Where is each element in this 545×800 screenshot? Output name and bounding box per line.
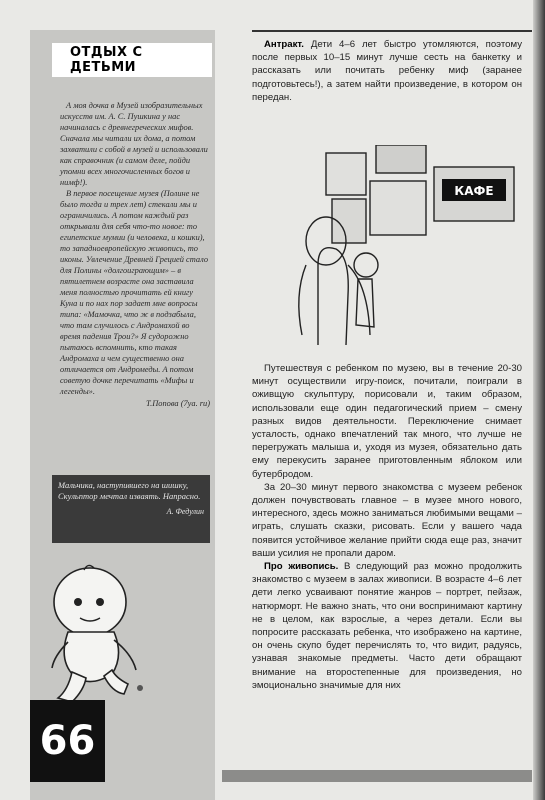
museum-illustration (258, 145, 528, 350)
section-header (52, 43, 212, 77)
body-paragraph: За 20–30 минут первого знакомства с музеем ребенок должен почувствовать главное – в музее много нового, интересного, здесь можно заниматься любимыми вещами – играть, слушать сказки, рисовать. Если у вашего чада появится устойчивое желание прийти сюда еще раз, значит ваши усилия не пропали даром. (252, 481, 522, 559)
painting-text: В следующий раз можно продолжить знакомство с музеем в залах живописи. В возрасте 4–6 лет дети легко усваивают понятие жанров – портрет, пейзаж, натюрморт. Не важно знать, что они воспринимают картину не в целом, как взрослые, а через детали. Если вы попросите рассказать ребенка, что изображено на картине, он очень скупо будет перечислять то, что видит, радуясь, узнавая знакомые предметы. Часто дети обращают внимание на второстепенные для произведения, но эмоционально значимые для них (252, 561, 522, 691)
intro-text: Дети 4–6 лет быстро утомляются, поэтому после первых 10–15 минут лучше сесть на банкетку и рассказать или почитать ребенку миф (заранее подготовьтесь!), а затем найти произведение, в котором он передан. (252, 39, 522, 103)
page-number-box (30, 700, 105, 782)
sidebar-quote-paragraph: В первое посещение музея (Полине не было тогда и трех лет) стекали мы и ограничились. А потом каждый раз открывали для себя что-то новое: то египетские мумии (и человека, и кошки), то западноевропейскую живопись, то иконы. Увлечение Древней Грецией стало для Полины «долгоиграющим» – в пятилетнем возрасте она заставила меня полностью прочитать ей книгу Куна и по нах пор задает мне вопросы типа: «Мамочка, что ж в подзабыла, что там случилось с Андромахой во время падения Трои?» Я судорожно пытаюсь вспомнить, кто такая Андромаха и чем существенно она отличается от Андромеды. А потом советую дочке перечитать «Мифы и легенды». (60, 189, 209, 396)
baby-illustration (28, 560, 168, 710)
sidebar-quote-paragraph: А моя дочка в Музей изобразительных искусств им. А. С. Пушкина у нас начиналась с древнегреческих мифов. Сначала мы читали их дома, а потом захватили с собой в музей и использовали как справочник (и самом деле, пойди упомни всех многочисленных богов и нимф!). (60, 101, 208, 187)
cafe-sign: КАФЕ (454, 184, 494, 198)
sidebar-quote (60, 100, 210, 409)
section-title: ОТДЫХ С ДЕТЬМИ (70, 45, 143, 75)
intro-lead: Антракт. (264, 39, 304, 50)
sidebar-quote-signature: Т.Попова (7уа. ru) (146, 399, 210, 408)
body-paragraph: Путешествуя с ребенком по музею, вы в течение 20-30 минут осуществили игру-поиск, почитали, поиграли в оживщую скульптуру, порисовали и, таким образом, использовали еще один педагогический прием – смену разных видов деятельности. Переключение снимает усталость, однако впечатлений так много, что лучше не перегружать малыша и, уходя из музея, обязательно дать ему перекусить заранее приготовленным яблоком или бутербродом. (252, 363, 522, 480)
top-rule (252, 30, 532, 32)
painting-lead: Про живопись. (264, 561, 339, 573)
epigram-text: Мальчика, наступившего на шишку, Скульптор мечтал изваять. Напрасно. (58, 480, 201, 501)
epigram-box (52, 475, 210, 543)
painting-paragraph (252, 560, 522, 692)
bottom-rule (222, 770, 532, 782)
page-edge-shadow (533, 0, 545, 800)
intro-paragraph (252, 38, 522, 104)
main-paragraphs (252, 362, 522, 692)
page-number: 66 (39, 718, 96, 764)
epigram-signature: А. Федулин (166, 507, 204, 516)
